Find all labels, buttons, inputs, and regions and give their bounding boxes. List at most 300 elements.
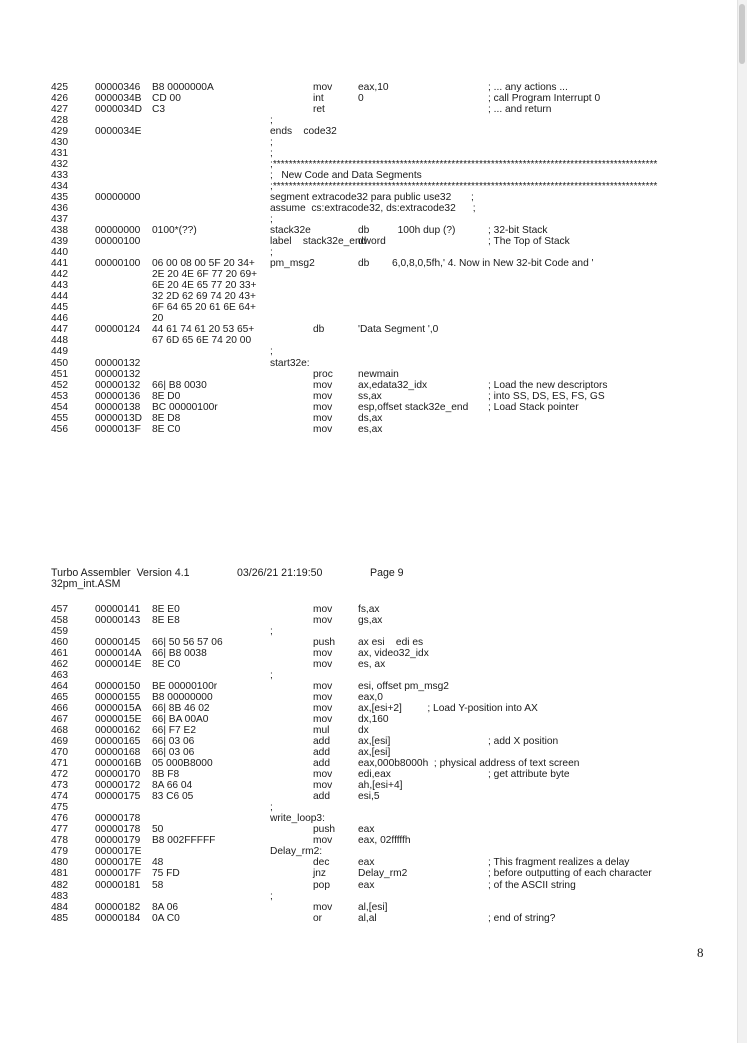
machine-code: B8 0000000A bbox=[152, 82, 214, 93]
listing-line bbox=[0, 880, 738, 891]
line-number: 444 bbox=[51, 291, 68, 303]
machine-code: 8E D0 bbox=[152, 390, 181, 402]
offset: 0000015A bbox=[95, 703, 142, 715]
listing-line bbox=[0, 714, 738, 725]
offset: 00000141 bbox=[95, 604, 141, 615]
label: ends code32 bbox=[270, 126, 337, 138]
machine-code: 44 61 74 61 20 53 65+ bbox=[152, 324, 255, 336]
offset: 0000017E bbox=[95, 857, 142, 869]
label: label stack32e_end bbox=[270, 236, 367, 248]
operand: dx bbox=[358, 725, 369, 737]
operand: db 6,0,8,0,5fh,' 4. Now in New 32-bit Code and ' bbox=[358, 258, 594, 270]
line-number: 434 bbox=[51, 181, 68, 193]
listing-line bbox=[0, 236, 738, 247]
machine-code: 50 bbox=[152, 824, 164, 836]
listing-line bbox=[0, 413, 738, 424]
comment: ; ... any actions ... bbox=[488, 82, 568, 93]
machine-code: 06 00 08 00 5F 20 34+ bbox=[152, 258, 255, 270]
label: assume cs:extracode32, ds:extracode32 ; bbox=[270, 203, 476, 215]
offset: 0000013D bbox=[95, 412, 143, 424]
offset: 00000182 bbox=[95, 901, 141, 913]
line-number: 463 bbox=[51, 670, 68, 682]
line-number: 454 bbox=[51, 401, 68, 413]
line-number: 475 bbox=[51, 802, 68, 814]
listing-line bbox=[0, 747, 738, 758]
label: ; bbox=[270, 148, 273, 160]
line-number: 473 bbox=[51, 780, 68, 792]
offset: 0000015E bbox=[95, 714, 142, 726]
listing-line bbox=[0, 424, 738, 435]
offset: 0000014E bbox=[95, 659, 142, 671]
operand: esi,5 bbox=[358, 791, 380, 803]
listing-line bbox=[0, 258, 738, 269]
listing-line bbox=[0, 648, 738, 659]
listing-line bbox=[0, 824, 738, 835]
offset: 00000000 bbox=[95, 192, 141, 204]
mnemonic: mov bbox=[313, 379, 333, 391]
line-number: 438 bbox=[51, 225, 68, 237]
line-number: 483 bbox=[51, 890, 68, 902]
vertical-scrollbar[interactable] bbox=[737, 0, 747, 1043]
listing-line bbox=[0, 758, 738, 769]
machine-code: 8E D8 bbox=[152, 412, 181, 424]
comment: ; Load the new descriptors bbox=[488, 379, 608, 391]
listing-line bbox=[0, 402, 738, 413]
listing-line bbox=[0, 604, 738, 615]
mnemonic: mov bbox=[313, 390, 333, 402]
line-number: 445 bbox=[51, 302, 68, 314]
line-number: 429 bbox=[51, 126, 68, 138]
operand: ss,ax bbox=[358, 390, 382, 402]
mnemonic: mov bbox=[313, 692, 333, 704]
listing-line bbox=[0, 725, 738, 736]
line-number: 458 bbox=[51, 615, 68, 627]
listing-line bbox=[0, 835, 738, 846]
machine-code: 05 000B8000 bbox=[152, 758, 213, 770]
machine-code: CD 00 bbox=[152, 93, 181, 105]
line-number: 431 bbox=[51, 148, 68, 160]
mnemonic: db bbox=[313, 324, 325, 336]
offset: 00000162 bbox=[95, 725, 141, 737]
line-number: 467 bbox=[51, 714, 68, 726]
listing-line bbox=[0, 313, 738, 324]
line-number: 439 bbox=[51, 236, 68, 248]
listing-line bbox=[0, 857, 738, 868]
machine-code: 66| B8 0030 bbox=[152, 379, 207, 391]
line-number: 449 bbox=[51, 346, 68, 358]
offset: 00000181 bbox=[95, 879, 141, 891]
mnemonic: mov bbox=[313, 901, 333, 913]
line-number: 468 bbox=[51, 725, 68, 737]
offset: 00000145 bbox=[95, 637, 141, 649]
line-number: 443 bbox=[51, 280, 68, 292]
offset: 0000034D bbox=[95, 104, 143, 116]
machine-code: BC 00000100r bbox=[152, 401, 218, 413]
machine-code: 66| 03 06 bbox=[152, 736, 195, 748]
label: ; bbox=[270, 670, 273, 682]
mnemonic: mov bbox=[313, 681, 333, 693]
offset: 00000170 bbox=[95, 769, 141, 781]
listing-line bbox=[0, 280, 738, 291]
listing-line bbox=[0, 115, 738, 126]
machine-code: 32 2D 62 69 74 20 43+ bbox=[152, 291, 256, 303]
operand: al,al bbox=[358, 912, 377, 924]
line-number: 469 bbox=[51, 736, 68, 748]
operand: eax,10 bbox=[358, 82, 389, 93]
label: write_loop3: bbox=[270, 813, 325, 825]
machine-code: 8E E8 bbox=[152, 615, 180, 627]
operand: eax,0 bbox=[358, 692, 383, 704]
label: pm_msg2 bbox=[270, 258, 315, 270]
comment: ; The Top of Stack bbox=[488, 236, 570, 248]
offset: 0000013F bbox=[95, 423, 141, 435]
label: stack32e bbox=[270, 225, 311, 237]
line-number: 440 bbox=[51, 247, 68, 259]
mnemonic: mov bbox=[313, 82, 333, 93]
header-assembler: Turbo Assembler Version 4.1 bbox=[51, 567, 190, 579]
line-number: 426 bbox=[51, 93, 68, 105]
listing-line bbox=[0, 369, 738, 380]
offset: 00000000 bbox=[95, 225, 141, 237]
machine-code: 6F 64 65 20 61 6E 64+ bbox=[152, 302, 256, 314]
listing-line bbox=[0, 181, 738, 192]
mnemonic: mul bbox=[313, 725, 330, 737]
label: ; bbox=[270, 802, 273, 814]
line-number: 484 bbox=[51, 901, 68, 913]
listing-line bbox=[0, 637, 738, 648]
line-number: 485 bbox=[51, 912, 68, 924]
listing-line bbox=[0, 902, 738, 913]
line-number: 456 bbox=[51, 423, 68, 435]
label: ; bbox=[270, 115, 273, 127]
listing-line bbox=[0, 846, 738, 857]
listing-line bbox=[0, 791, 738, 802]
listing-line bbox=[0, 247, 738, 258]
machine-code: 66| BA 00A0 bbox=[152, 714, 209, 726]
offset: 00000172 bbox=[95, 780, 141, 792]
label: ; bbox=[270, 346, 273, 358]
operand: ax,[esi] bbox=[358, 747, 391, 759]
comment: ; Load Stack pointer bbox=[488, 401, 579, 413]
line-number: 450 bbox=[51, 357, 68, 369]
header-page: Page 9 bbox=[370, 567, 404, 579]
operand: eax, 02fffffh bbox=[358, 835, 411, 847]
offset: 0000016B bbox=[95, 758, 142, 770]
listing-line bbox=[0, 148, 738, 159]
line-number: 425 bbox=[51, 82, 68, 93]
mnemonic: or bbox=[313, 912, 323, 924]
machine-code: 0100*(??) bbox=[152, 225, 197, 237]
comment: ; of the ASCII string bbox=[488, 879, 576, 891]
comment: ; get attribute byte bbox=[488, 769, 570, 781]
operand: eax bbox=[358, 857, 375, 869]
offset: 00000150 bbox=[95, 681, 141, 693]
mnemonic: mov bbox=[313, 835, 333, 847]
listing-line bbox=[0, 626, 738, 637]
label: segment extracode32 para public use32 ; bbox=[270, 192, 474, 204]
operand: eax,000b8000h ; physical address of text screen bbox=[358, 758, 580, 770]
listing-line bbox=[0, 82, 738, 93]
listing-line bbox=[0, 659, 738, 670]
machine-code: 8A 66 04 bbox=[152, 780, 193, 792]
offset: 00000168 bbox=[95, 747, 141, 759]
line-number: 442 bbox=[51, 269, 68, 281]
listing-line bbox=[0, 780, 738, 791]
operand: es,ax bbox=[358, 423, 383, 435]
mnemonic: dec bbox=[313, 857, 330, 869]
comment: ; end of string? bbox=[488, 912, 556, 924]
operand: ax, video32_idx bbox=[358, 648, 429, 660]
line-number: 441 bbox=[51, 258, 68, 270]
mnemonic: pop bbox=[313, 879, 330, 891]
machine-code: 83 C6 05 bbox=[152, 791, 194, 803]
offset: 00000136 bbox=[95, 390, 141, 402]
mnemonic: jnz bbox=[313, 868, 327, 880]
page-number: 8 bbox=[697, 945, 704, 960]
line-number: 461 bbox=[51, 648, 68, 660]
mnemonic: mov bbox=[313, 401, 333, 413]
listing-line bbox=[0, 269, 738, 280]
operand: newmain bbox=[358, 368, 399, 380]
operand: dx,160 bbox=[358, 714, 389, 726]
listing-line bbox=[0, 302, 738, 313]
operand: gs,ax bbox=[358, 615, 383, 627]
mnemonic: add bbox=[313, 791, 330, 803]
machine-code: 8E E0 bbox=[152, 604, 180, 615]
mnemonic: add bbox=[313, 747, 330, 759]
offset: 0000014A bbox=[95, 648, 142, 660]
mnemonic: add bbox=[313, 736, 330, 748]
label: ; bbox=[270, 890, 273, 902]
listing-line bbox=[0, 192, 738, 203]
machine-code: BE 00000100r bbox=[152, 681, 218, 693]
listing-line bbox=[0, 335, 738, 346]
offset: 00000184 bbox=[95, 912, 141, 924]
mnemonic: add bbox=[313, 758, 330, 770]
machine-code: 8B F8 bbox=[152, 769, 180, 781]
offset: 0000017F bbox=[95, 868, 141, 880]
line-number: 465 bbox=[51, 692, 68, 704]
listing-line bbox=[0, 670, 738, 681]
machine-code: 8E C0 bbox=[152, 659, 181, 671]
line-number: 452 bbox=[51, 379, 68, 391]
line-number: 474 bbox=[51, 791, 68, 803]
comment: ; This fragment realizes a delay bbox=[488, 857, 630, 869]
operand: ax,[esi+2] ; Load Y-position into AX bbox=[358, 703, 538, 715]
line-number: 480 bbox=[51, 857, 68, 869]
listing-line bbox=[0, 703, 738, 714]
listing-line bbox=[0, 681, 738, 692]
operand: ax,[esi] bbox=[358, 736, 391, 748]
operand: ax esi edi es bbox=[358, 637, 424, 649]
operand: es, ax bbox=[358, 659, 386, 671]
offset: 00000132 bbox=[95, 368, 141, 380]
line-number: 471 bbox=[51, 758, 68, 770]
label: ;************************************************************************************************* bbox=[270, 181, 658, 193]
line-number: 436 bbox=[51, 203, 68, 215]
listing-line bbox=[0, 802, 738, 813]
line-number: 481 bbox=[51, 868, 68, 880]
label: ; New Code and Data Segments bbox=[270, 170, 422, 182]
machine-code: 20 bbox=[152, 313, 164, 325]
machine-code: 66| 03 06 bbox=[152, 747, 195, 759]
line-number: 432 bbox=[51, 159, 68, 171]
offset: 00000143 bbox=[95, 615, 141, 627]
mnemonic: mov bbox=[313, 703, 333, 715]
operand: 0 bbox=[358, 93, 364, 105]
operand: eax bbox=[358, 824, 375, 836]
offset: 00000346 bbox=[95, 82, 141, 93]
offset: 0000034E bbox=[95, 126, 142, 138]
line-number: 464 bbox=[51, 681, 68, 693]
line-number: 477 bbox=[51, 824, 68, 836]
label: ; bbox=[270, 214, 273, 226]
offset: 00000178 bbox=[95, 813, 141, 825]
label: start32e: bbox=[270, 357, 310, 369]
offset: 00000138 bbox=[95, 401, 141, 413]
offset: 00000155 bbox=[95, 692, 141, 704]
offset: 00000179 bbox=[95, 835, 141, 847]
scrollbar-thumb[interactable] bbox=[739, 4, 745, 64]
listing-line bbox=[0, 104, 738, 115]
listing-line bbox=[0, 203, 738, 214]
listing-line bbox=[0, 346, 738, 357]
machine-code: B8 00000000 bbox=[152, 692, 213, 704]
operand: 'Data Segment ',0 bbox=[358, 324, 439, 336]
line-number: 446 bbox=[51, 313, 68, 325]
line-number: 478 bbox=[51, 835, 68, 847]
machine-code: 8A 06 bbox=[152, 901, 179, 913]
comment: ; before outputting of each character bbox=[488, 868, 652, 880]
label: Delay_rm2: bbox=[270, 846, 323, 858]
mnemonic: mov bbox=[313, 659, 333, 671]
line-number: 451 bbox=[51, 368, 68, 380]
operand: Delay_rm2 bbox=[358, 868, 408, 880]
line-number: 460 bbox=[51, 637, 68, 649]
line-number: 435 bbox=[51, 192, 68, 204]
header-filename: 32pm_int.ASM bbox=[51, 578, 121, 590]
listing-line bbox=[0, 913, 738, 924]
machine-code: 75 FD bbox=[152, 868, 180, 880]
mnemonic: ret bbox=[313, 104, 325, 116]
listing-line bbox=[0, 159, 738, 170]
machine-code: C3 bbox=[152, 104, 166, 116]
line-number: 453 bbox=[51, 390, 68, 402]
machine-code: 66| 50 56 57 06 bbox=[152, 637, 223, 649]
machine-code: B8 002FFFFF bbox=[152, 835, 216, 847]
listing-line bbox=[0, 225, 738, 236]
line-number: 470 bbox=[51, 747, 68, 759]
machine-code: 48 bbox=[152, 857, 164, 869]
machine-code: 2E 20 4E 6F 77 20 69+ bbox=[152, 269, 258, 281]
offset: 00000132 bbox=[95, 379, 141, 391]
listing-line bbox=[0, 813, 738, 824]
label: ; bbox=[270, 626, 273, 638]
mnemonic: mov bbox=[313, 769, 333, 781]
machine-code: 66| B8 0038 bbox=[152, 648, 207, 660]
mnemonic: push bbox=[313, 824, 336, 836]
listing-line bbox=[0, 891, 738, 902]
listing-line bbox=[0, 692, 738, 703]
operand: esi, offset pm_msg2 bbox=[358, 681, 449, 693]
machine-code: 66| F7 E2 bbox=[152, 725, 196, 737]
listing-line bbox=[0, 126, 738, 137]
machine-code: 0A C0 bbox=[152, 912, 180, 924]
line-number: 430 bbox=[51, 137, 68, 149]
label: ; bbox=[270, 137, 273, 149]
header-datetime: 03/26/21 21:19:50 bbox=[237, 567, 323, 579]
line-number: 427 bbox=[51, 104, 68, 116]
line-number: 479 bbox=[51, 846, 68, 858]
machine-code: 67 6D 65 6E 74 20 00 bbox=[152, 335, 252, 347]
line-number: 455 bbox=[51, 412, 68, 424]
listing-line bbox=[0, 170, 738, 181]
listing-line bbox=[0, 137, 738, 148]
operand: ax,edata32_idx bbox=[358, 379, 428, 391]
listing-line bbox=[0, 391, 738, 402]
operand: dword bbox=[358, 236, 386, 248]
line-number: 482 bbox=[51, 879, 68, 891]
line-number: 428 bbox=[51, 115, 68, 127]
operand: ah,[esi+4] bbox=[358, 780, 403, 792]
comment: ; add X position bbox=[488, 736, 559, 748]
offset: 00000132 bbox=[95, 357, 141, 369]
mnemonic: mov bbox=[313, 714, 333, 726]
listing-line bbox=[0, 93, 738, 104]
line-number: 437 bbox=[51, 214, 68, 226]
operand: db 100h dup (?) bbox=[358, 225, 456, 237]
mnemonic: mov bbox=[313, 615, 333, 627]
operand: esp,offset stack32e_end bbox=[358, 401, 469, 413]
offset: 00000100 bbox=[95, 258, 141, 270]
offset: 00000100 bbox=[95, 236, 141, 248]
operand: al,[esi] bbox=[358, 901, 388, 913]
operand: eax bbox=[358, 879, 375, 891]
comment: ; 32-bit Stack bbox=[488, 225, 548, 237]
line-number: 457 bbox=[51, 604, 68, 615]
mnemonic: mov bbox=[313, 412, 333, 424]
line-number: 433 bbox=[51, 170, 68, 182]
listing-line bbox=[0, 358, 738, 369]
offset: 00000175 bbox=[95, 791, 141, 803]
comment: ; ... and return bbox=[488, 104, 552, 116]
mnemonic: push bbox=[313, 637, 336, 649]
offset: 0000034B bbox=[95, 93, 142, 105]
operand: fs,ax bbox=[358, 604, 380, 615]
comment: ; into SS, DS, ES, FS, GS bbox=[488, 390, 605, 402]
mnemonic: mov bbox=[313, 604, 333, 615]
listing-line bbox=[0, 736, 738, 747]
machine-code: 6E 20 4E 65 77 20 33+ bbox=[152, 280, 257, 292]
offset: 00000124 bbox=[95, 324, 141, 336]
mnemonic: mov bbox=[313, 648, 333, 660]
listing-line bbox=[0, 769, 738, 780]
listing-line bbox=[0, 380, 738, 391]
comment: ; call Program Interrupt 0 bbox=[488, 93, 601, 105]
listing-line bbox=[0, 291, 738, 302]
mnemonic: mov bbox=[313, 423, 333, 435]
offset: 00000178 bbox=[95, 824, 141, 836]
line-number: 447 bbox=[51, 324, 68, 336]
listing-line bbox=[0, 324, 738, 335]
operand: edi,eax bbox=[358, 769, 391, 781]
label: ;************************************************************************************************* bbox=[270, 159, 658, 171]
line-number: 448 bbox=[51, 335, 68, 347]
mnemonic: proc bbox=[313, 368, 333, 380]
line-number: 462 bbox=[51, 659, 68, 671]
machine-code: 66| 8B 46 02 bbox=[152, 703, 210, 715]
listing-line bbox=[0, 615, 738, 626]
